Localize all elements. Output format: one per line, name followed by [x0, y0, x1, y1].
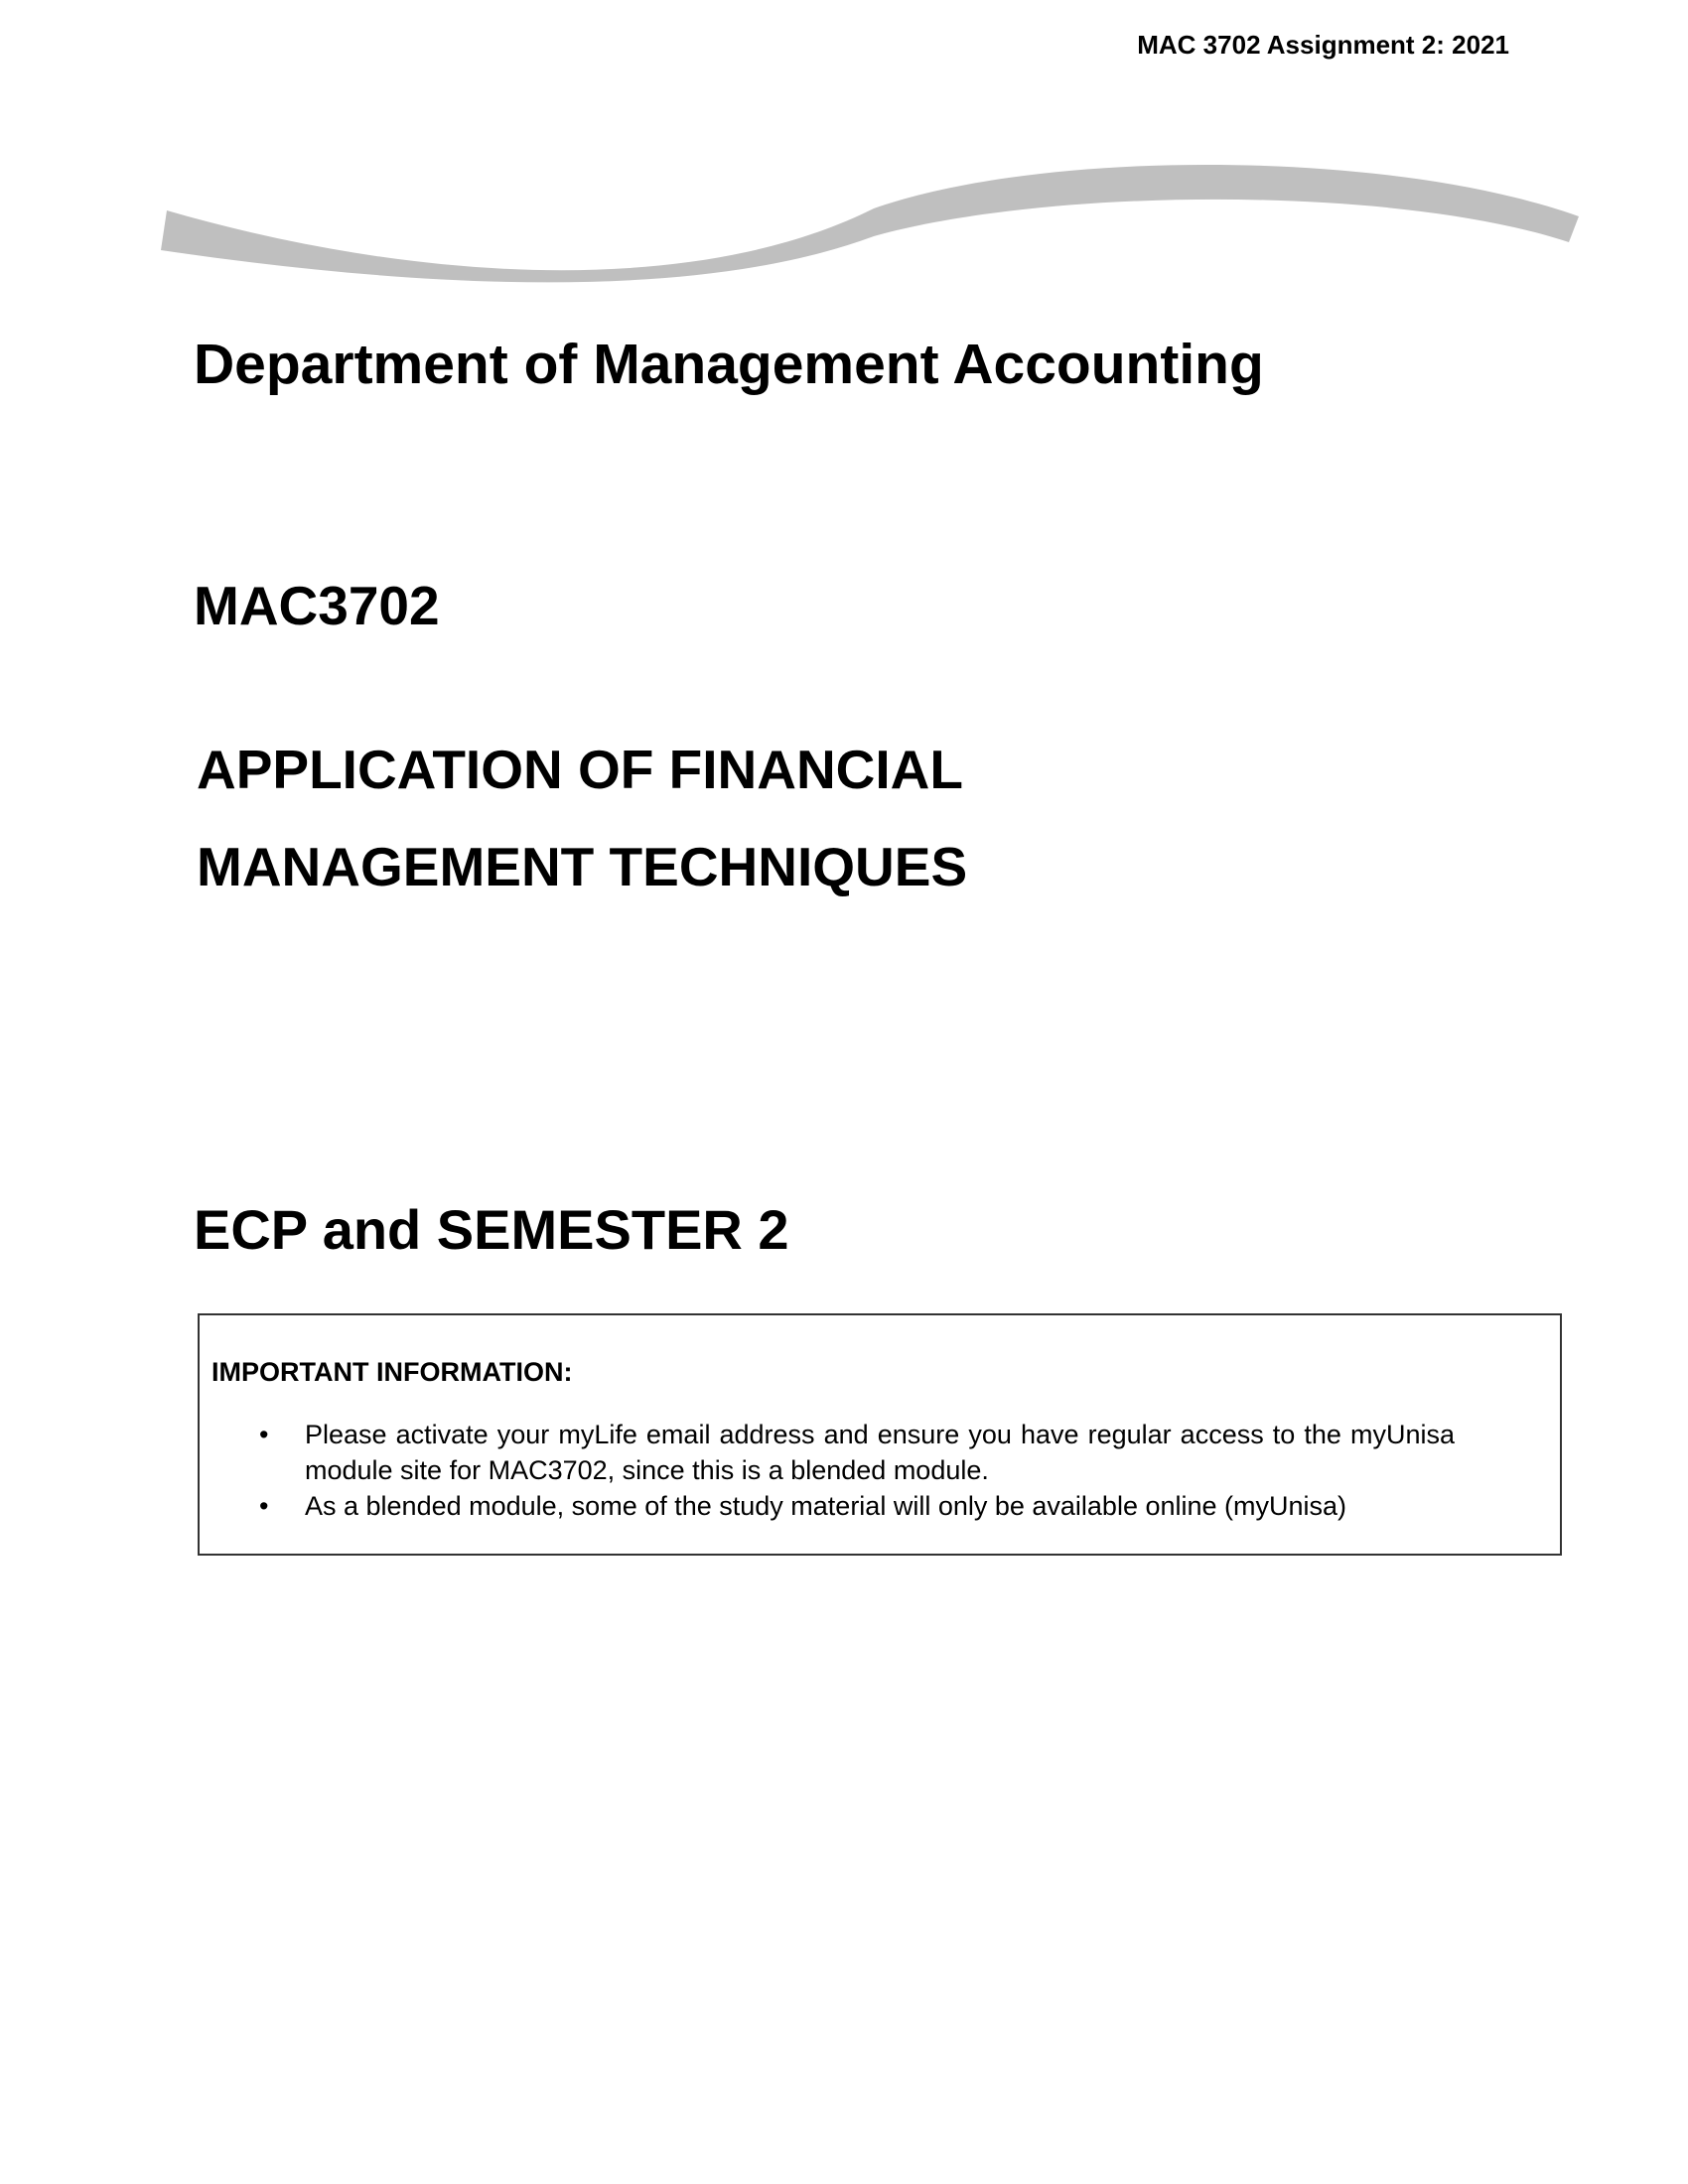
swoosh-band	[161, 165, 1579, 282]
decorative-swoosh	[0, 0, 1688, 318]
list-item	[200, 1417, 1564, 1488]
department-name: Department of Management Accounting	[194, 333, 1264, 396]
module-title	[197, 721, 967, 915]
important-information-list	[200, 1417, 1564, 1524]
important-information-box	[198, 1313, 1562, 1556]
list-item-text: Please activate your myLife email address and ensure you have regular access to the myUnisa module site for MAC3702, since this is a blended module.	[305, 1420, 1455, 1485]
module-title-line-1: APPLICATION OF FINANCIAL	[197, 739, 963, 800]
module-title-line-2: MANAGEMENT TECHNIQUES	[197, 836, 968, 897]
list-item	[200, 1488, 1564, 1524]
list-item-text: As a blended module, some of the study material will only be available online (myUnisa)	[305, 1491, 1347, 1521]
semester-label: ECP and SEMESTER 2	[194, 1198, 789, 1261]
module-code: MAC3702	[194, 575, 440, 636]
bullet-icon: •	[259, 1491, 269, 1521]
important-information-heading: IMPORTANT INFORMATION:	[211, 1357, 573, 1387]
bullet-icon: •	[259, 1420, 269, 1449]
running-header: MAC 3702 Assignment 2: 2021	[1137, 30, 1509, 60]
